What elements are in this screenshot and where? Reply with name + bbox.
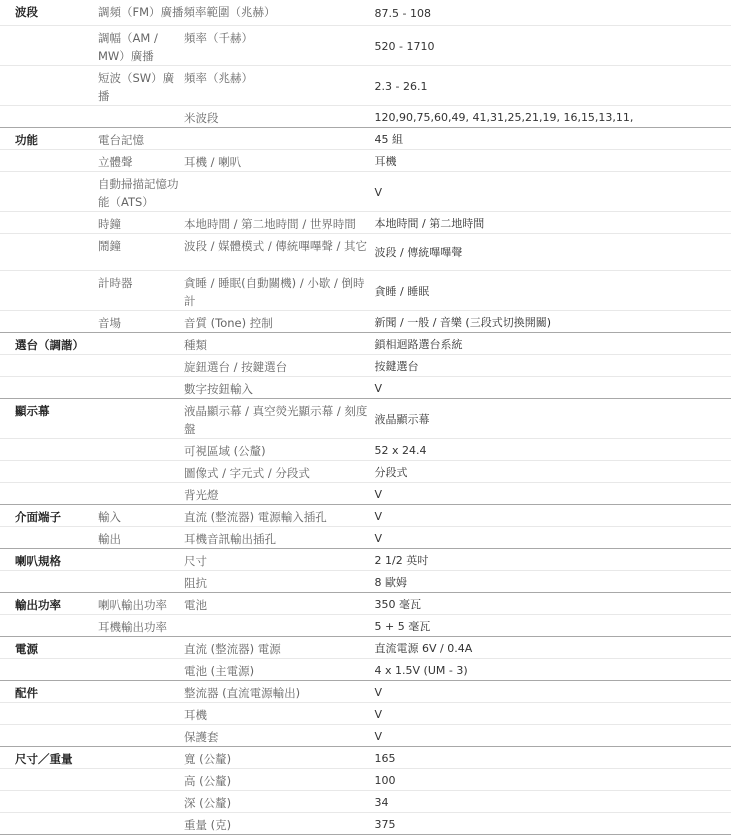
spec-subcategory: 輸出 <box>96 526 182 548</box>
spec-item: 頻率（千赫） <box>182 25 371 65</box>
spec-subcategory: 時鐘 <box>96 211 182 233</box>
spec-item: 耳機音訊輸出插孔 <box>182 526 371 548</box>
spec-row <box>0 211 731 233</box>
spec-category <box>0 105 96 127</box>
spec-subcategory <box>96 680 182 702</box>
spec-item: 耳機 <box>182 702 371 724</box>
spec-row <box>0 812 731 834</box>
spec-subcategory: 立體聲 <box>96 149 182 171</box>
spec-value: V <box>371 376 731 398</box>
spec-value: V <box>371 526 731 548</box>
spec-subcategory: 調頻（FM）廣播頻率範圍（兆赫） <box>96 0 371 25</box>
spec-category <box>0 614 96 636</box>
spec-category <box>0 25 96 65</box>
spec-category: 電源 <box>0 636 96 658</box>
spec-subcategory <box>96 376 182 398</box>
spec-item: 背光燈 <box>182 482 371 504</box>
spec-row <box>0 438 731 460</box>
spec-item: 重量 (克) <box>182 812 371 834</box>
spec-subcategory <box>96 548 182 570</box>
spec-category <box>0 482 96 504</box>
spec-subcategory <box>96 460 182 482</box>
spec-subcategory <box>96 570 182 592</box>
spec-subcategory <box>96 658 182 680</box>
spec-category <box>0 658 96 680</box>
spec-category <box>0 702 96 724</box>
spec-category <box>0 768 96 790</box>
spec-row <box>0 270 731 310</box>
spec-item: 寬 (公釐) <box>182 746 371 768</box>
spec-value: 新聞 / 一般 / 音樂 (三段式切換開關) <box>371 310 731 332</box>
spec-value: 按鍵選台 <box>371 354 731 376</box>
spec-row <box>0 592 731 614</box>
spec-category <box>0 354 96 376</box>
spec-row <box>0 127 731 149</box>
spec-item: 液晶顯示幕 / 真空熒光顯示幕 / 刻度盤 <box>182 398 371 438</box>
spec-subcategory: 調幅（AM / MW）廣播 <box>96 25 182 65</box>
spec-value: 375 <box>371 812 731 834</box>
spec-value: V <box>371 680 731 702</box>
spec-subcategory: 短波（SW）廣播 <box>96 65 182 105</box>
spec-value: 液晶顯示幕 <box>371 398 731 438</box>
spec-item: 米波段 <box>182 105 371 127</box>
spec-row <box>0 680 731 702</box>
spec-category <box>0 570 96 592</box>
spec-row <box>0 658 731 680</box>
spec-item <box>182 171 371 211</box>
spec-item: 電池 <box>182 592 371 614</box>
spec-item: 直流 (整流器) 電源 <box>182 636 371 658</box>
spec-row <box>0 614 731 636</box>
spec-row <box>0 746 731 768</box>
spec-category <box>0 171 96 211</box>
spec-row <box>0 233 731 270</box>
spec-category: 顯示幕 <box>0 398 96 438</box>
spec-row <box>0 768 731 790</box>
spec-value: 350 毫瓦 <box>371 592 731 614</box>
spec-row <box>0 636 731 658</box>
spec-item: 整流器 (直流電源輸出) <box>182 680 371 702</box>
spec-item: 音質 (Tone) 控制 <box>182 310 371 332</box>
spec-row <box>0 376 731 398</box>
spec-value: V <box>371 702 731 724</box>
spec-row <box>0 171 731 211</box>
spec-category: 波段 <box>0 0 96 25</box>
spec-value: 5 + 5 毫瓦 <box>371 614 731 636</box>
spec-value: 鎖相迴路選台系統 <box>371 332 731 354</box>
spec-category <box>0 65 96 105</box>
spec-row <box>0 702 731 724</box>
spec-subcategory: 鬧鐘 <box>96 233 182 270</box>
spec-item: 數字按鈕輸入 <box>182 376 371 398</box>
spec-value: 87.5 - 108 <box>371 0 731 25</box>
spec-category <box>0 812 96 834</box>
spec-value: 100 <box>371 768 731 790</box>
spec-subcategory <box>96 332 182 354</box>
spec-subcategory: 音場 <box>96 310 182 332</box>
spec-value: 耳機 <box>371 149 731 171</box>
spec-subcategory: 耳機輸出功率 <box>96 614 182 636</box>
spec-value: 34 <box>371 790 731 812</box>
spec-subcategory: 自動掃描記憶功能（ATS） <box>96 171 182 211</box>
spec-value: 52 x 24.4 <box>371 438 731 460</box>
spec-subcategory <box>96 724 182 746</box>
spec-category <box>0 460 96 482</box>
spec-subcategory <box>96 812 182 834</box>
spec-subcategory <box>96 438 182 460</box>
spec-row <box>0 310 731 332</box>
spec-row <box>0 65 731 105</box>
spec-row <box>0 526 731 548</box>
spec-category <box>0 376 96 398</box>
spec-category: 喇叭規格 <box>0 548 96 570</box>
spec-row <box>0 354 731 376</box>
spec-row <box>0 0 731 25</box>
spec-value: 45 組 <box>371 127 731 149</box>
spec-subcategory <box>96 746 182 768</box>
spec-category <box>0 526 96 548</box>
spec-subcategory: 輸入 <box>96 504 182 526</box>
spec-row <box>0 332 731 354</box>
spec-subcategory <box>96 354 182 376</box>
spec-category <box>0 270 96 310</box>
spec-item: 直流 (整流器) 電源輸入插孔 <box>182 504 371 526</box>
spec-row <box>0 149 731 171</box>
spec-row <box>0 25 731 65</box>
spec-subcategory <box>96 482 182 504</box>
spec-row <box>0 570 731 592</box>
spec-item: 耳機 / 喇叭 <box>182 149 371 171</box>
spec-value: 520 - 1710 <box>371 25 731 65</box>
spec-value: V <box>371 171 731 211</box>
spec-row <box>0 504 731 526</box>
spec-value: 8 歐姆 <box>371 570 731 592</box>
spec-subcategory <box>96 702 182 724</box>
spec-value: 本地時間 / 第二地時間 <box>371 211 731 233</box>
spec-category: 配件 <box>0 680 96 702</box>
spec-row <box>0 790 731 812</box>
spec-subcategory <box>96 105 182 127</box>
spec-subcategory: 電台記憶 <box>96 127 182 149</box>
spec-subcategory <box>96 636 182 658</box>
spec-category: 尺寸／重量 <box>0 746 96 768</box>
spec-item: 圖像式 / 字元式 / 分段式 <box>182 460 371 482</box>
spec-row <box>0 398 731 438</box>
spec-value: 2.3 - 26.1 <box>371 65 731 105</box>
spec-category <box>0 310 96 332</box>
spec-category: 輸出功率 <box>0 592 96 614</box>
spec-subcategory: 喇叭輸出功率 <box>96 592 182 614</box>
spec-item: 尺寸 <box>182 548 371 570</box>
spec-item <box>182 127 371 149</box>
spec-value: 波段 / 傳統嗶嗶聲 <box>371 233 731 270</box>
spec-row <box>0 548 731 570</box>
spec-category <box>0 149 96 171</box>
spec-value: 165 <box>371 746 731 768</box>
spec-item: 深 (公釐) <box>182 790 371 812</box>
spec-value: V <box>371 724 731 746</box>
spec-row <box>0 482 731 504</box>
spec-row <box>0 724 731 746</box>
spec-value: 120,90,75,60,49, 41,31,25,21,19, 16,15,13,11, <box>371 105 731 127</box>
spec-category <box>0 211 96 233</box>
spec-category <box>0 724 96 746</box>
spec-item: 保護套 <box>182 724 371 746</box>
spec-value: 2 1/2 英吋 <box>371 548 731 570</box>
spec-item: 旋鈕選台 / 按鍵選台 <box>182 354 371 376</box>
spec-subcategory <box>96 398 182 438</box>
spec-category <box>0 790 96 812</box>
spec-item: 種類 <box>182 332 371 354</box>
spec-item: 可視區域 (公釐) <box>182 438 371 460</box>
spec-subcategory: 計時器 <box>96 270 182 310</box>
spec-value: 直流電源 6V / 0.4A <box>371 636 731 658</box>
spec-subcategory <box>96 790 182 812</box>
spec-value: V <box>371 482 731 504</box>
spec-category: 選台（調諧） <box>0 332 96 354</box>
spec-item <box>182 614 371 636</box>
spec-row <box>0 105 731 127</box>
spec-category: 功能 <box>0 127 96 149</box>
spec-item: 波段 / 媒體模式 / 傳統嗶嗶聲 / 其它 <box>182 233 371 270</box>
spec-subcategory <box>96 768 182 790</box>
spec-value: 4 x 1.5V (UM - 3) <box>371 658 731 680</box>
spec-item: 高 (公釐) <box>182 768 371 790</box>
spec-item: 本地時間 / 第二地時間 / 世界時間 <box>182 211 371 233</box>
spec-item: 電池 (主電源) <box>182 658 371 680</box>
spec-category <box>0 233 96 270</box>
spec-item: 頻率（兆赫） <box>182 65 371 105</box>
spec-value: 分段式 <box>371 460 731 482</box>
spec-category <box>0 438 96 460</box>
spec-category: 介面端子 <box>0 504 96 526</box>
spec-item: 貪睡 / 睡眠(自動關機) / 小歇 / 倒時計 <box>182 270 371 310</box>
spec-value: 貪睡 / 睡眠 <box>371 270 731 310</box>
spec-item: 阻抗 <box>182 570 371 592</box>
spec-row <box>0 460 731 482</box>
spec-value: V <box>371 504 731 526</box>
